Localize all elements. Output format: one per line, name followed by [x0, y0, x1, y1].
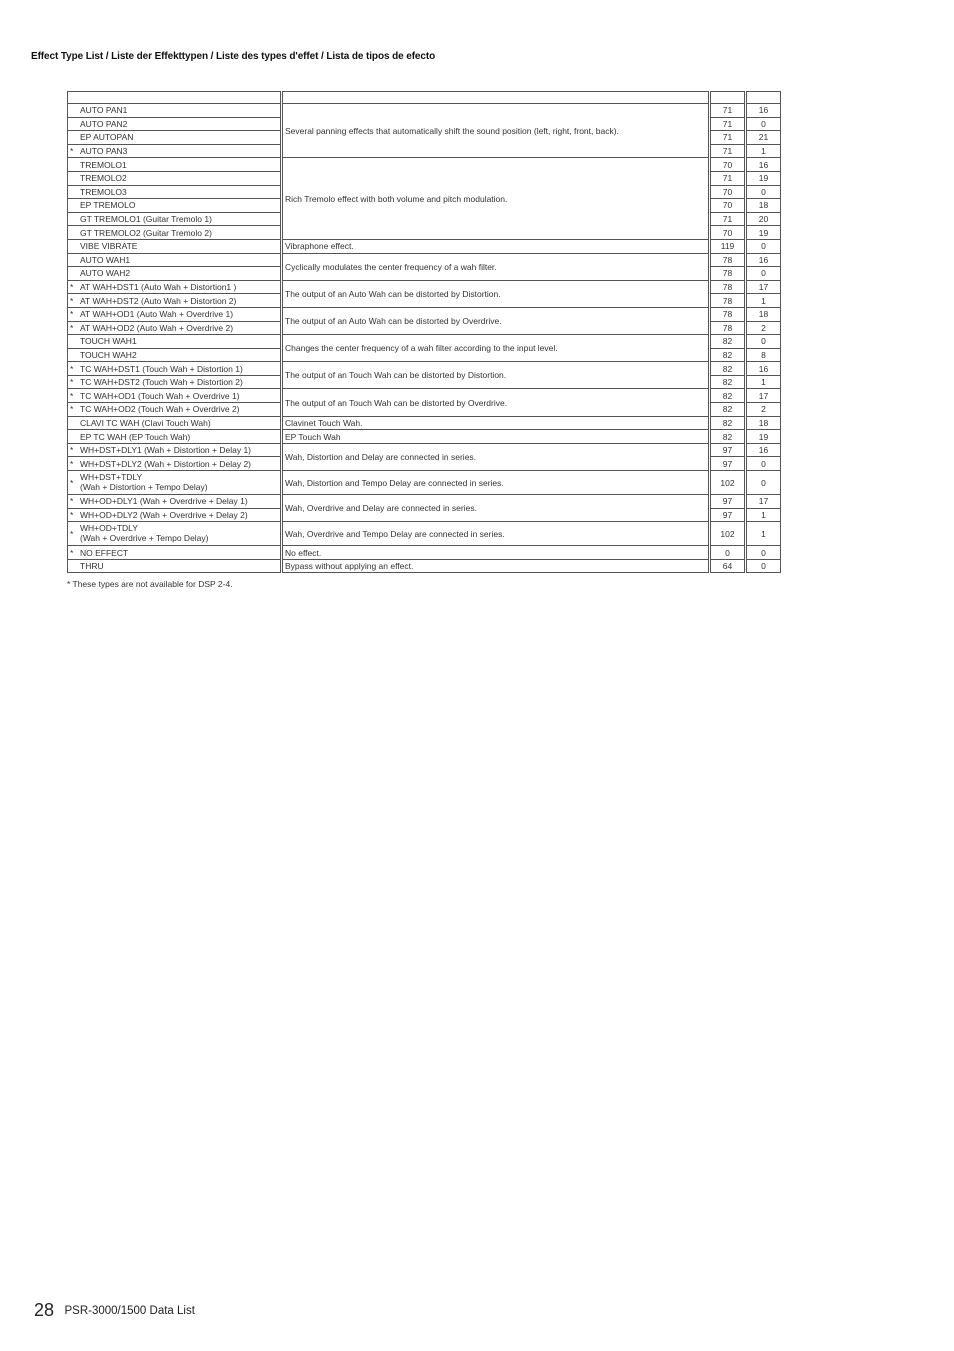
lsb-value-cell: 2 — [747, 403, 781, 417]
msb-value-cell: 71 — [711, 131, 745, 145]
page-number: 28 — [34, 1300, 55, 1320]
effect-name: NO EFFECT — [80, 547, 129, 558]
effect-description-cell: EP Touch Wah — [283, 430, 709, 444]
lsb-value-cell: 0 — [747, 457, 781, 471]
msb-value-cell: 78 — [711, 267, 745, 281]
effect-name: TREMOLO2 — [80, 173, 127, 184]
lsb-value-cell: 21 — [747, 131, 781, 145]
lsb-value-cell: 16 — [747, 158, 781, 172]
effect-name-detail: (Wah + Distortion + Tempo Delay) — [80, 481, 208, 492]
table-row — [68, 559, 781, 573]
msb-value-cell: 64 — [711, 559, 745, 573]
lsb-value-cell: 1 — [747, 375, 781, 389]
msb-value-cell: 70 — [711, 226, 745, 240]
unavailable-marker: * — [70, 528, 74, 539]
unavailable-marker: * — [70, 282, 74, 293]
table-row — [68, 280, 781, 294]
effect-name-cell — [68, 430, 281, 444]
effect-name: TOUCH WAH2 — [80, 349, 137, 360]
lsb-value-cell: 18 — [747, 307, 781, 321]
effect-name: TC WAH+OD2 (Touch Wah + Overdrive 2) — [80, 404, 240, 415]
effect-name: TC WAH+OD1 (Touch Wah + Overdrive 1) — [80, 390, 240, 401]
effect-name: TC WAH+DST2 (Touch Wah + Distortion 2) — [80, 377, 243, 388]
msb-value-cell: 70 — [711, 199, 745, 213]
table-row — [68, 389, 781, 403]
lsb-value-cell: 16 — [747, 362, 781, 376]
msb-value-cell: 82 — [711, 389, 745, 403]
effect-description-cell: The output of an Auto Wah can be distorted by Overdrive. — [283, 307, 709, 334]
unavailable-marker: * — [70, 477, 74, 488]
lsb-value-cell: 18 — [747, 416, 781, 430]
effect-name-cell — [68, 403, 281, 417]
unavailable-marker: * — [70, 295, 74, 306]
effect-name-cell — [68, 280, 281, 294]
effect-description-cell: Clavinet Touch Wah. — [283, 416, 709, 430]
table-row — [68, 495, 781, 509]
msb-value-cell: 78 — [711, 253, 745, 267]
unavailable-marker: * — [70, 445, 74, 456]
effect-name-cell — [68, 117, 281, 131]
effect-name: EP TC WAH (EP Touch Wah) — [80, 431, 191, 442]
lsb-value-cell: 0 — [747, 239, 781, 253]
lsb-value-cell: 17 — [747, 280, 781, 294]
effect-name: AUTO PAN2 — [80, 118, 128, 129]
effect-description-cell: Wah, Distortion and Tempo Delay are connected in series. — [283, 471, 709, 495]
lsb-value-cell: 0 — [747, 559, 781, 573]
lsb-value-cell: 1 — [747, 508, 781, 522]
unavailable-marker: * — [70, 309, 74, 320]
lsb-value-cell: 1 — [747, 144, 781, 158]
lsb-value-cell: 0 — [747, 267, 781, 281]
msb-value-cell: 97 — [711, 443, 745, 457]
effect-name: WH+DST+DLY2 (Wah + Distortion + Delay 2) — [80, 458, 252, 469]
msb-value-cell: 82 — [711, 375, 745, 389]
table-row — [68, 104, 781, 118]
effect-name-detail: (Wah + Overdrive + Tempo Delay) — [80, 532, 209, 543]
lsb-value-cell: 19 — [747, 171, 781, 185]
effect-description-cell: Rich Tremolo effect with both volume and pitch modulation. — [283, 158, 709, 240]
effect-name: TREMOLO1 — [80, 159, 127, 170]
lsb-value-cell: 16 — [747, 104, 781, 118]
effect-name: AUTO PAN1 — [80, 105, 128, 116]
table-row — [68, 335, 781, 349]
msb-value-cell: 78 — [711, 280, 745, 294]
msb-value-cell: 102 — [711, 471, 745, 495]
effect-name-cell — [68, 416, 281, 430]
msb-value-cell: 97 — [711, 495, 745, 509]
msb-value-cell: 82 — [711, 335, 745, 349]
effect-description-cell: Wah, Overdrive and Delay are connected in series. — [283, 495, 709, 522]
unavailable-marker: * — [70, 509, 74, 520]
lsb-value-cell: 1 — [747, 522, 781, 546]
effect-description-cell: Wah, Distortion and Delay are connected in series. — [283, 443, 709, 470]
effect-name-cell — [68, 158, 281, 172]
lsb-value-cell: 0 — [747, 185, 781, 199]
table-row — [68, 239, 781, 253]
effect-name-cell — [68, 522, 281, 546]
msb-value-cell: 71 — [711, 171, 745, 185]
table-row — [68, 158, 781, 172]
table-row — [68, 362, 781, 376]
footnote: * These types are not available for DSP 2-4. — [67, 579, 233, 589]
effect-name-cell — [68, 199, 281, 213]
effect-name-cell — [68, 212, 281, 226]
lsb-value-cell: 19 — [747, 226, 781, 240]
effect-name: EP TREMOLO — [80, 200, 136, 211]
unavailable-marker: * — [70, 547, 74, 558]
msb-value-cell: 119 — [711, 239, 745, 253]
effect-description-cell: No effect. — [283, 546, 709, 560]
effect-name-cell — [68, 443, 281, 457]
unavailable-marker: * — [70, 404, 74, 415]
effect-name-cell — [68, 559, 281, 573]
msb-value-cell: 71 — [711, 212, 745, 226]
msb-value-cell: 0 — [711, 546, 745, 560]
lsb-value-cell: 20 — [747, 212, 781, 226]
msb-value-cell: 71 — [711, 144, 745, 158]
msb-value-cell: 102 — [711, 522, 745, 546]
effect-description-cell: Wah, Overdrive and Tempo Delay are connected in series. — [283, 522, 709, 546]
effect-name-cell — [68, 335, 281, 349]
effect-name-cell — [68, 104, 281, 118]
effect-name: WH+DST+TDLY — [80, 472, 143, 483]
effect-name-cell — [68, 131, 281, 145]
effect-name: WH+OD+DLY2 (Wah + Overdrive + Delay 2) — [80, 509, 248, 520]
header-cell-name — [68, 92, 281, 104]
unavailable-marker: * — [70, 496, 74, 507]
lsb-value-cell: 8 — [747, 348, 781, 362]
table-row — [68, 546, 781, 560]
effect-name: VIBE VIBRATE — [80, 241, 138, 252]
unavailable-marker: * — [70, 390, 74, 401]
msb-value-cell: 78 — [711, 307, 745, 321]
effect-name-cell — [68, 185, 281, 199]
unavailable-marker: * — [70, 377, 74, 388]
effect-name: WH+OD+TDLY — [80, 523, 138, 534]
effect-name: TC WAH+DST1 (Touch Wah + Distortion 1) — [80, 363, 243, 374]
effect-name: AUTO PAN3 — [80, 146, 128, 157]
effect-name-cell — [68, 508, 281, 522]
lsb-value-cell: 18 — [747, 199, 781, 213]
msb-value-cell: 78 — [711, 321, 745, 335]
msb-value-cell: 82 — [711, 403, 745, 417]
table-row — [68, 522, 781, 546]
effect-name: GT TREMOLO1 (Guitar Tremolo 1) — [80, 214, 212, 225]
effect-name: TREMOLO3 — [80, 186, 127, 197]
effect-name: GT TREMOLO2 (Guitar Tremolo 2) — [80, 227, 212, 238]
lsb-value-cell: 0 — [747, 471, 781, 495]
effect-description-cell: Vibraphone effect. — [283, 239, 709, 253]
msb-value-cell: 82 — [711, 362, 745, 376]
effect-type-table — [67, 91, 781, 573]
msb-value-cell: 70 — [711, 158, 745, 172]
header-cell-msb — [711, 92, 745, 104]
effect-name-cell — [68, 375, 281, 389]
msb-value-cell: 78 — [711, 294, 745, 308]
effect-name: EP AUTOPAN — [80, 132, 134, 143]
msb-value-cell: 82 — [711, 416, 745, 430]
lsb-value-cell: 0 — [747, 546, 781, 560]
unavailable-marker: * — [70, 458, 74, 469]
unavailable-marker: * — [70, 322, 74, 333]
effect-name-cell — [68, 144, 281, 158]
effect-description-cell: The output of an Touch Wah can be distorted by Distortion. — [283, 362, 709, 389]
header-cell-lsb — [747, 92, 781, 104]
table-row — [68, 416, 781, 430]
unavailable-marker: * — [70, 146, 74, 157]
effect-name-cell — [68, 307, 281, 321]
msb-value-cell: 82 — [711, 348, 745, 362]
effect-name-cell — [68, 239, 281, 253]
document-title: PSR-3000/1500 Data List — [64, 1304, 195, 1317]
effect-name: AT WAH+DST1 (Auto Wah + Distortion1 ) — [80, 282, 237, 293]
table-header-row — [68, 92, 781, 104]
effect-description-cell: Changes the center frequency of a wah filter according to the input level. — [283, 335, 709, 362]
lsb-value-cell: 19 — [747, 430, 781, 444]
lsb-value-cell: 17 — [747, 389, 781, 403]
table-row — [68, 430, 781, 444]
page-title: Effect Type List / Liste der Effekttypen / Liste des types d'effet / Lista de tipos de efecto — [31, 51, 436, 62]
lsb-value-cell: 16 — [747, 443, 781, 457]
effect-name-cell — [68, 495, 281, 509]
header-cell-description — [283, 92, 709, 104]
effect-description-cell: Bypass without applying an effect. — [283, 559, 709, 573]
effect-description-cell: Several panning effects that automatically shift the sound position (left, right, front, back). — [283, 104, 709, 158]
effect-name: WH+OD+DLY1 (Wah + Overdrive + Delay 1) — [80, 496, 248, 507]
effect-description-cell: The output of an Auto Wah can be distorted by Distortion. — [283, 280, 709, 307]
effect-name-cell — [68, 226, 281, 240]
unavailable-marker: * — [70, 363, 74, 374]
effect-name-cell — [68, 294, 281, 308]
effect-name-cell — [68, 253, 281, 267]
effect-name: AT WAH+OD1 (Auto Wah + Overdrive 1) — [80, 309, 234, 320]
msb-value-cell: 97 — [711, 457, 745, 471]
effect-name: WH+DST+DLY1 (Wah + Distortion + Delay 1) — [80, 445, 252, 456]
table-row — [68, 253, 781, 267]
msb-value-cell: 71 — [711, 117, 745, 131]
table-row — [68, 443, 781, 457]
lsb-value-cell: 0 — [747, 117, 781, 131]
effect-name-cell — [68, 348, 281, 362]
effect-name: TOUCH WAH1 — [80, 336, 137, 347]
effect-description-cell: Cyclically modulates the center frequency of a wah filter. — [283, 253, 709, 280]
lsb-value-cell: 17 — [747, 495, 781, 509]
lsb-value-cell: 2 — [747, 321, 781, 335]
lsb-value-cell: 16 — [747, 253, 781, 267]
effect-name-cell — [68, 389, 281, 403]
page-footer — [34, 1300, 195, 1321]
msb-value-cell: 71 — [711, 104, 745, 118]
effect-name-cell — [68, 546, 281, 560]
effect-name-cell — [68, 362, 281, 376]
msb-value-cell: 97 — [711, 508, 745, 522]
effect-name-cell — [68, 321, 281, 335]
msb-value-cell: 70 — [711, 185, 745, 199]
effect-name: AT WAH+DST2 (Auto Wah + Distortion 2) — [80, 295, 237, 306]
table-row — [68, 307, 781, 321]
effect-name: AT WAH+OD2 (Auto Wah + Overdrive 2) — [80, 322, 234, 333]
effect-name: THRU — [80, 561, 104, 572]
effect-name: AUTO WAH2 — [80, 268, 131, 279]
msb-value-cell: 82 — [711, 430, 745, 444]
effect-name: AUTO WAH1 — [80, 254, 131, 265]
lsb-value-cell: 1 — [747, 294, 781, 308]
effect-name-cell — [68, 267, 281, 281]
effect-name-cell — [68, 471, 281, 495]
effect-name-cell — [68, 457, 281, 471]
effect-description-cell: The output of an Touch Wah can be distorted by Overdrive. — [283, 389, 709, 416]
lsb-value-cell: 0 — [747, 335, 781, 349]
effect-name: CLAVI TC WAH (Clavi Touch Wah) — [80, 417, 211, 428]
effect-name-cell — [68, 171, 281, 185]
table-row — [68, 471, 781, 495]
